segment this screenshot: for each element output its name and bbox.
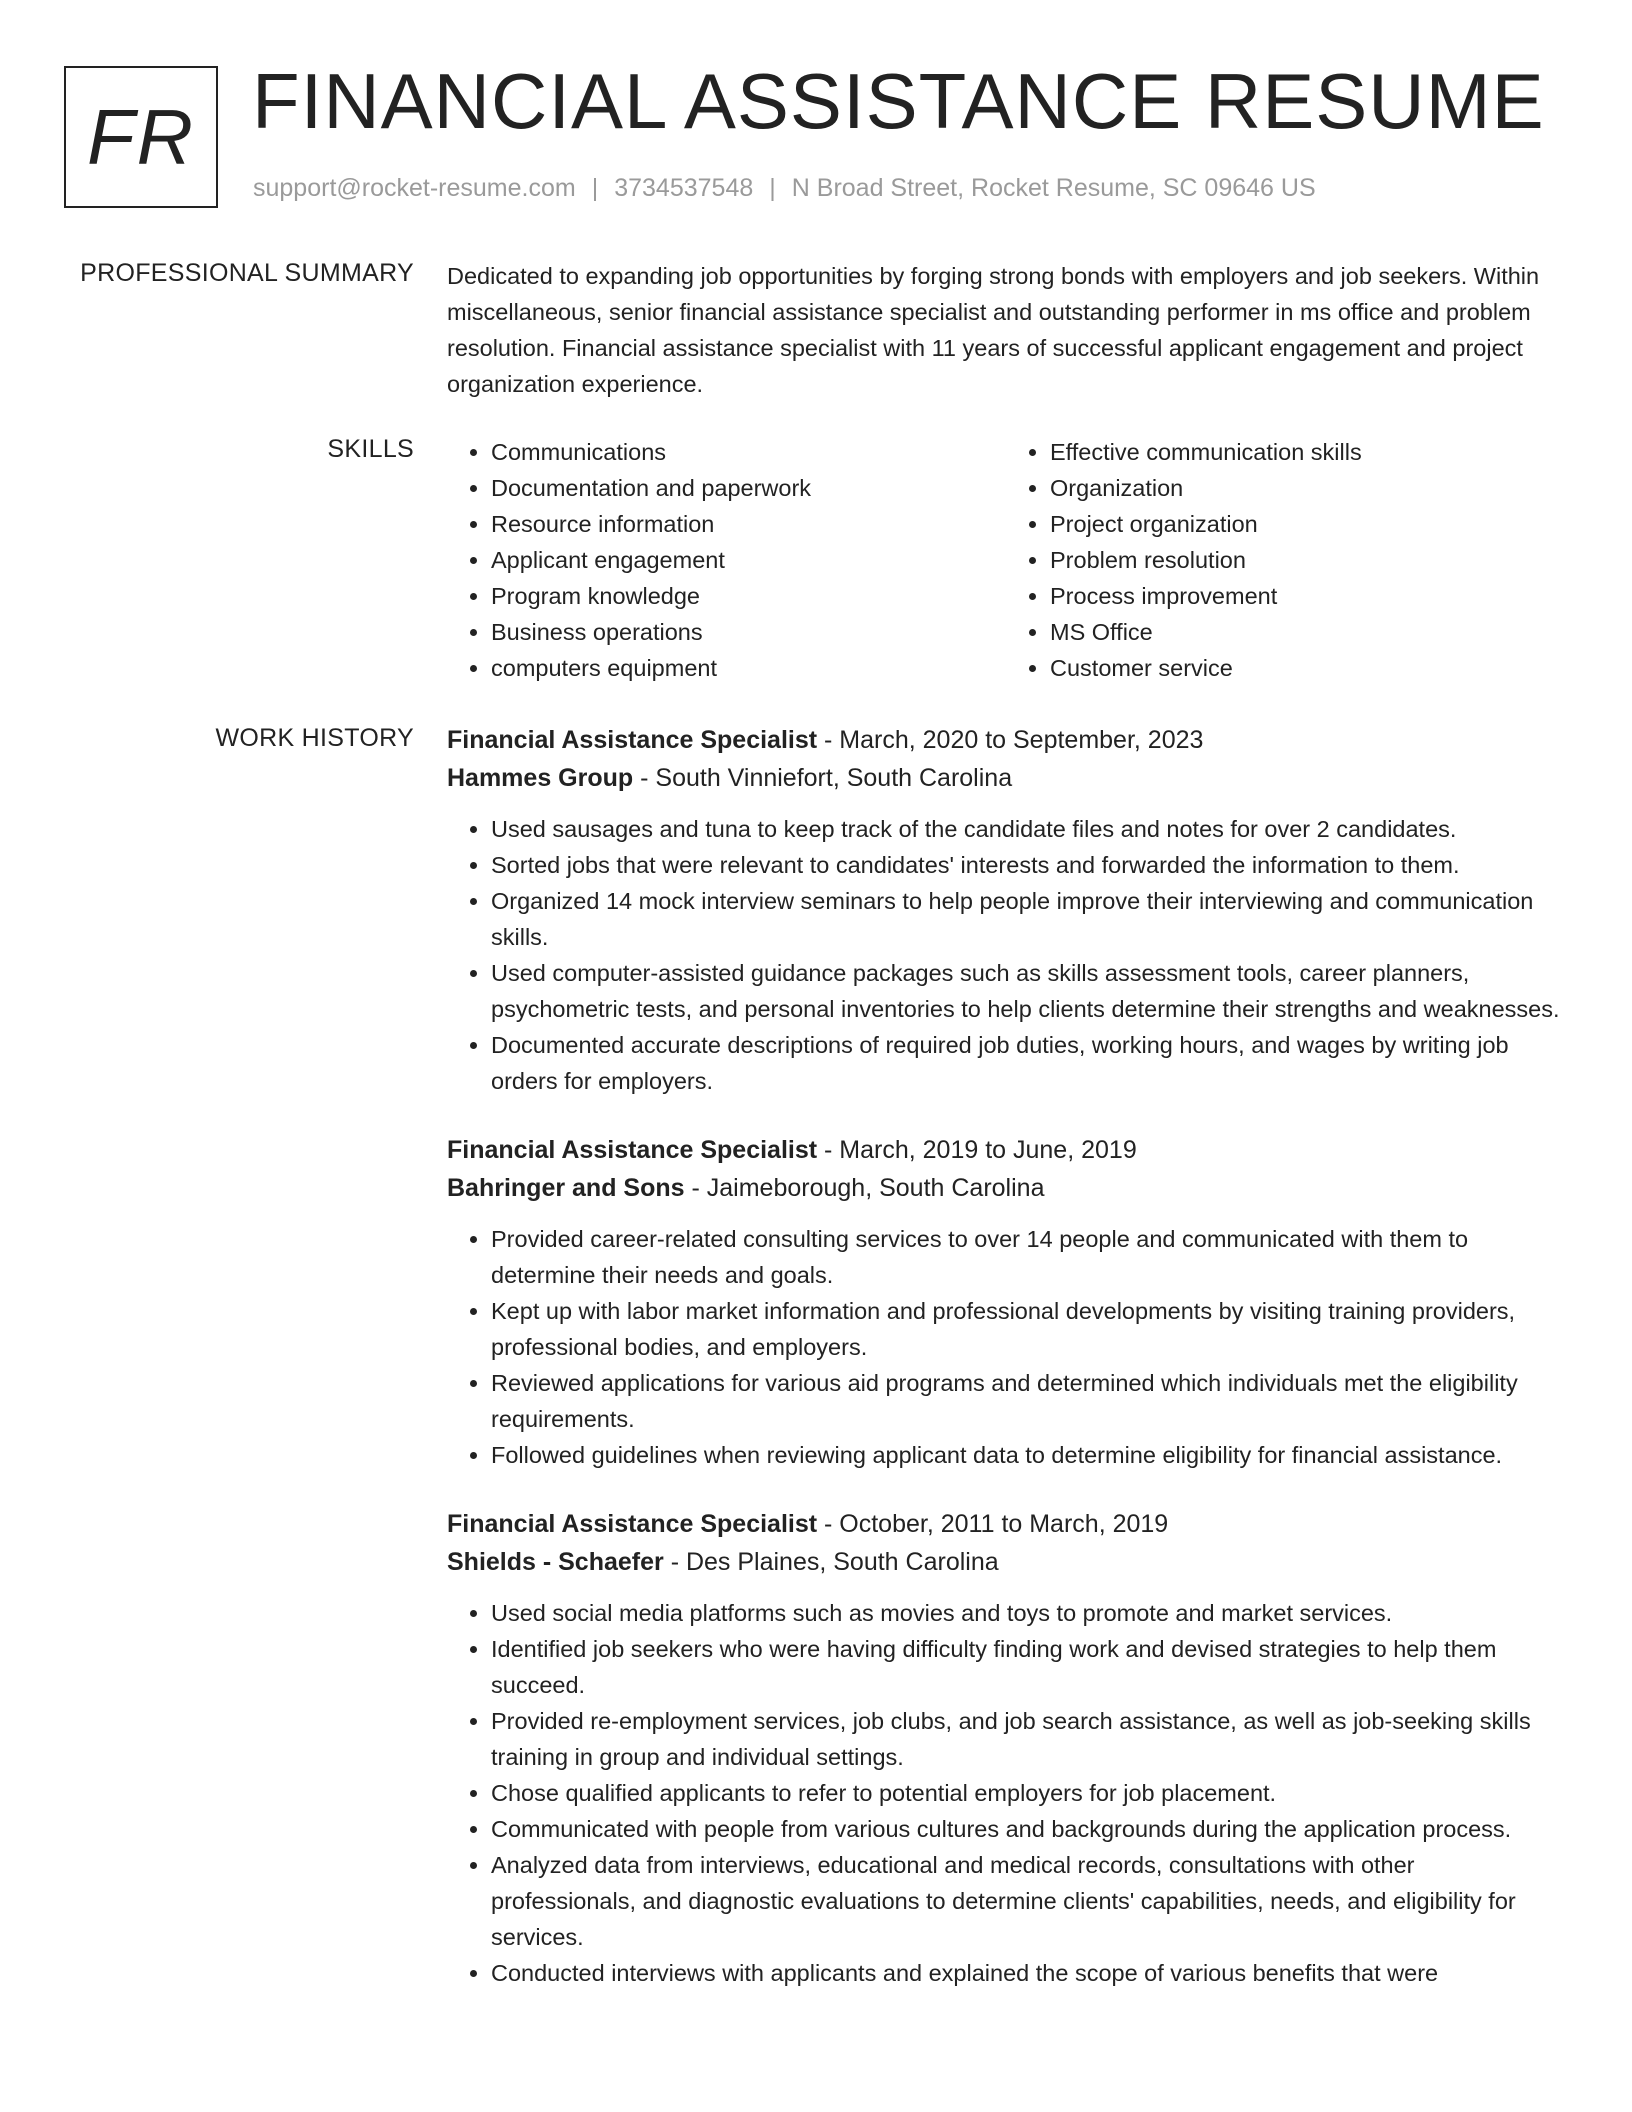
contact-separator: | (769, 174, 776, 202)
job-entry (447, 1131, 1565, 1473)
summary-body (447, 258, 1565, 402)
job-title: Financial Assistance Specialist (447, 726, 818, 754)
work-history-body (447, 721, 1565, 2023)
job-entry (447, 1505, 1565, 1991)
job-title: Financial Assistance Specialist (447, 1510, 818, 1538)
job-bullet: • Followed guidelines when reviewing applicant data to determine eligibility for financial assistance. (491, 1437, 1565, 1473)
summary-text: Dedicated to expanding job opportunities by forging strong bonds with employers and job seekers. Within miscellaneous, senior financial assistance specialist and outstanding performer in ms office and problem resolution. Financial assistance specialist with 11 years of successful applicant engagement and project organization experience. (447, 263, 1540, 397)
skills-label: SKILLS (327, 435, 414, 463)
skill-item: • Process improvement (1050, 578, 1565, 614)
job-location: - Jaimeborough, South Carolina (684, 1174, 1045, 1202)
job-bullet-list (447, 1595, 1565, 1991)
skill-item: • Customer service (1050, 650, 1565, 686)
job-bullet: • Communicated with people from various cultures and backgrounds during the application process. (491, 1811, 1565, 1847)
job-title: Financial Assistance Specialist (447, 1136, 818, 1164)
job-dates: - March, 2020 to September, 2023 (817, 726, 1204, 754)
resume-title: FINANCIAL ASSISTANCE RESUME (252, 57, 1545, 145)
job-bullet: • Identified job seekers who were having difficulty finding work and devised strategies to help them succeed. (491, 1631, 1565, 1703)
job-bullet: • Analyzed data from interviews, educational and medical records, consultations with other professionals, and diagnostic evaluations to determine clients' capabilities, needs, and eligibility for services. (491, 1847, 1565, 1955)
skill-item: • Project organization (1050, 506, 1565, 542)
job-bullet-list (447, 811, 1565, 1099)
job-company-line (447, 759, 1565, 797)
job-bullet: • Used sausages and tuna to keep track of the candidate files and notes for over 2 candidates. (491, 811, 1565, 847)
job-entry (447, 721, 1565, 1099)
job-company-line (447, 1543, 1565, 1581)
job-bullet: • Kept up with labor market information and professional developments by visiting training providers, professional bodies, and employers. (491, 1293, 1565, 1365)
contact-email[interactable]: support@rocket-resume.com (253, 174, 576, 202)
skill-item: • Organization (1050, 470, 1565, 506)
skill-item: • Applicant engagement (491, 542, 1006, 578)
job-bullet: • Conducted interviews with applicants and explained the scope of various benefits that were (491, 1955, 1565, 1991)
contact-separator: | (591, 174, 599, 202)
job-bullet: • Used computer-assisted guidance packages such as skills assessment tools, career planners, psychometric tests, and personal inventories to help clients determine their strengths and weaknesses. (491, 955, 1565, 1027)
job-company-line (447, 1169, 1565, 1207)
job-bullet: • Provided re-employment services, job clubs, and job search assistance, as well as job-seeking skills training in group and individual settings. (491, 1703, 1565, 1775)
monogram-box (64, 66, 218, 208)
job-title-line (447, 1131, 1565, 1169)
monogram-initials: FR (87, 92, 195, 181)
job-location: - South Vinniefort, South Carolina (633, 764, 1013, 792)
skill-item: • Resource information (491, 506, 1006, 542)
job-bullet: • Sorted jobs that were relevant to candidates' interests and forwarded the information to them. (491, 847, 1565, 883)
skills-body (447, 434, 1565, 686)
work-history-label: WORK HISTORY (215, 724, 414, 752)
skill-item: • Communications (491, 434, 1006, 470)
job-bullet: • Organized 14 mock interview seminars to help people improve their interviewing and communication skills. (491, 883, 1565, 955)
job-bullet-list (447, 1221, 1565, 1473)
contact-line (253, 174, 1316, 203)
job-bullet: • Documented accurate descriptions of required job duties, working hours, and wages by writing job orders for employers. (491, 1027, 1565, 1099)
job-title-line (447, 1505, 1565, 1543)
skill-item: • MS Office (1050, 614, 1565, 650)
summary-label: PROFESSIONAL SUMMARY (80, 259, 414, 287)
skills-list-right (1006, 434, 1565, 686)
job-location: - Des Plaines, South Carolina (663, 1548, 999, 1576)
skills-columns (447, 434, 1565, 686)
skill-item: • Effective communication skills (1050, 434, 1565, 470)
skill-item: • Business operations (491, 614, 1006, 650)
job-dates: - March, 2019 to June, 2019 (817, 1136, 1137, 1164)
skill-item: • Documentation and paperwork (491, 470, 1006, 506)
job-bullet: • Used social media platforms such as movies and toys to promote and market services. (491, 1595, 1565, 1631)
job-company: Hammes Group (447, 764, 634, 792)
skill-item: • Problem resolution (1050, 542, 1565, 578)
job-dates: - October, 2011 to March, 2019 (817, 1510, 1169, 1538)
skills-list-left (447, 434, 1006, 686)
job-bullet: • Provided career-related consulting services to over 14 people and communicated with them to determine their needs and goals. (491, 1221, 1565, 1293)
job-bullet: • Chose qualified applicants to refer to potential employers for job placement. (491, 1775, 1565, 1811)
job-bullet: • Reviewed applications for various aid programs and determined which individuals met the eligibility requirements. (491, 1365, 1565, 1437)
job-company: Bahringer and Sons (447, 1174, 685, 1202)
skill-item: • computers equipment (491, 650, 1006, 686)
skill-item: • Program knowledge (491, 578, 1006, 614)
contact-address: N Broad Street, Rocket Resume, SC 09646 US (791, 174, 1316, 202)
job-title-line (447, 721, 1565, 759)
contact-phone[interactable]: 3734537548 (614, 174, 754, 202)
job-company: Shields - Schaefer (447, 1548, 664, 1576)
